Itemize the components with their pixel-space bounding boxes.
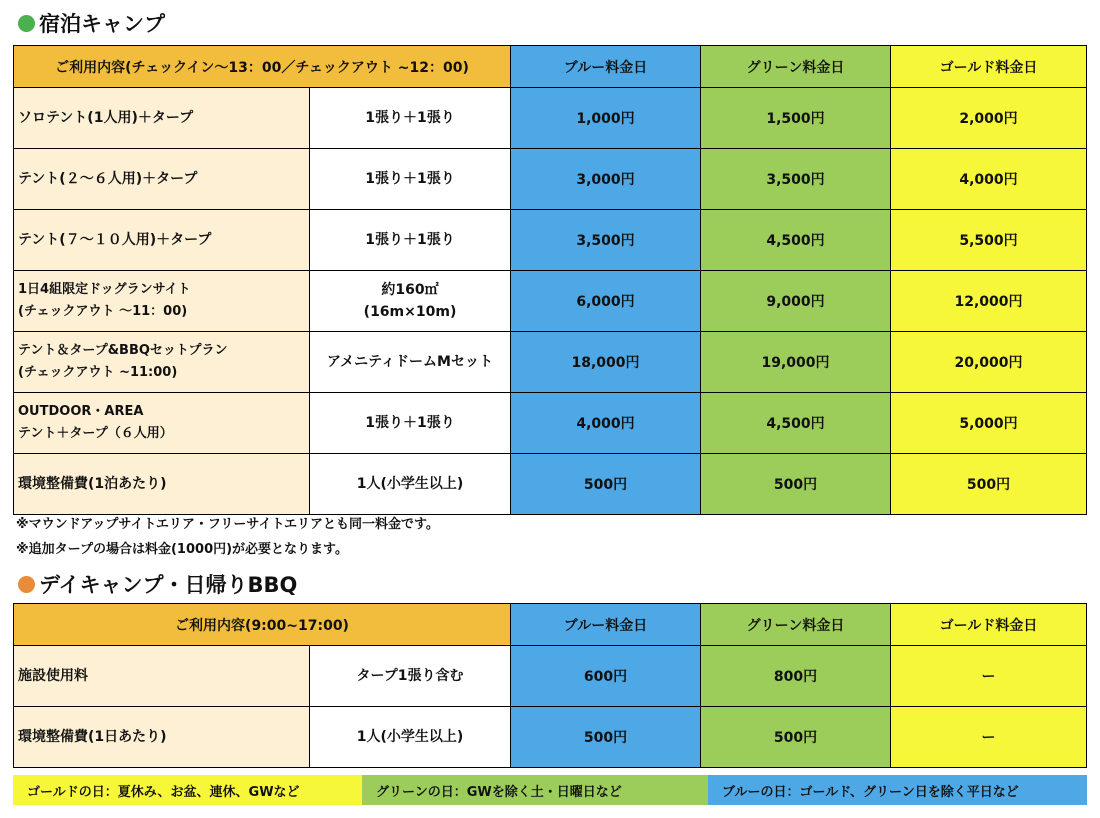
row-item-cell <box>14 149 310 210</box>
row-item-cell <box>14 210 310 271</box>
row-price-gold: 5,000円 <box>891 393 1087 454</box>
overnight-header-gold: ゴールド料金日 <box>891 46 1087 88</box>
row-price-gold: 500円 <box>891 454 1087 515</box>
overnight-title-text: 宿泊キャンプ <box>39 12 165 36</box>
overnight-header-blue: ブルー料金日 <box>511 46 701 88</box>
day-header-green: グリーン料金日 <box>701 604 891 646</box>
legend-green: グリーンの日：GWを除く土・日曜日など <box>362 775 708 805</box>
row-price-blue: 500円 <box>511 707 701 768</box>
row-price-blue: 6,000円 <box>511 271 701 332</box>
row-detail-cell <box>310 88 511 149</box>
overnight-table-row <box>14 271 1087 332</box>
note-additional-tarp: ※追加タープの場合は料金(1000円)が必要となります。 <box>16 542 349 557</box>
row-price-green: 500円 <box>701 707 891 768</box>
row-item-cell <box>14 88 310 149</box>
item-line: OUTDOOR・AREA <box>18 404 144 419</box>
row-price-blue: 18,000円 <box>511 332 701 393</box>
detail-line: 約160㎡ <box>381 282 439 298</box>
day-header-label: ご利用内容(9:00~17:00) <box>14 604 511 646</box>
row-detail-cell <box>310 271 511 332</box>
detail-line: アメニティドームMセット <box>327 354 493 370</box>
row-price-blue: 1,000円 <box>511 88 701 149</box>
day-header-row <box>14 604 1087 646</box>
row-detail-cell <box>310 332 511 393</box>
row-item-cell <box>14 271 310 332</box>
row-detail-cell <box>310 210 511 271</box>
row-detail-cell <box>310 393 511 454</box>
day-price-table <box>13 603 1087 768</box>
item-line: 環境整備費(1泊あたり) <box>18 476 167 492</box>
row-price-green: 3,500円 <box>701 149 891 210</box>
item-line: テント＆タープ&BBQセットプラン <box>18 343 228 358</box>
row-price-green: 4,500円 <box>701 210 891 271</box>
row-price-blue: 500円 <box>511 454 701 515</box>
row-item-cell <box>14 646 310 707</box>
legend-gold: ゴールドの日：夏休み、お盆、連休、GWなど <box>13 775 362 805</box>
row-detail-cell <box>310 454 511 515</box>
row-price-green: 800円 <box>701 646 891 707</box>
detail-line: 1張り＋1張り <box>365 110 455 126</box>
overnight-table-row <box>14 393 1087 454</box>
row-price-green: 1,500円 <box>701 88 891 149</box>
row-price-gold: ー <box>891 707 1087 768</box>
row-item-cell <box>14 454 310 515</box>
overnight-price-table <box>13 45 1087 515</box>
orange-dot-icon <box>18 576 35 593</box>
row-price-gold: 12,000円 <box>891 271 1087 332</box>
day-section-title <box>18 569 297 599</box>
overnight-table-row <box>14 149 1087 210</box>
row-detail-cell <box>310 707 511 768</box>
green-dot-icon <box>18 15 35 32</box>
overnight-table-row <box>14 454 1087 515</box>
legend-blue: ブルーの日：ゴールド、グリーン日を除く平日など <box>708 775 1087 805</box>
item-line: テント(７〜１０人用)＋タープ <box>18 232 212 248</box>
row-price-gold: 2,000円 <box>891 88 1087 149</box>
overnight-header-green: グリーン料金日 <box>701 46 891 88</box>
overnight-table-row <box>14 210 1087 271</box>
day-table-row <box>14 646 1087 707</box>
item-line: テント＋タープ（６人用） <box>18 426 173 441</box>
row-detail-cell <box>310 646 511 707</box>
row-price-blue: 3,000円 <box>511 149 701 210</box>
item-line: (チェックアウト 〜11：00) <box>18 304 188 319</box>
row-price-green: 500円 <box>701 454 891 515</box>
row-item-cell <box>14 707 310 768</box>
detail-line: 1人(小学生以上) <box>356 729 464 745</box>
price-day-legend <box>13 775 1087 805</box>
detail-line: 1張り＋1張り <box>365 232 455 248</box>
overnight-header-row <box>14 46 1087 88</box>
item-line: テント(２〜６人用)＋タープ <box>18 171 198 187</box>
detail-line: 1張り＋1張り <box>365 415 455 431</box>
row-price-gold: 5,500円 <box>891 210 1087 271</box>
item-line: (チェックアウト ~11:00) <box>18 365 178 380</box>
detail-line: 1張り＋1張り <box>365 171 455 187</box>
row-price-green: 4,500円 <box>701 393 891 454</box>
detail-line: (16m×10m) <box>363 304 457 320</box>
row-price-gold: 4,000円 <box>891 149 1087 210</box>
day-title-text: デイキャンプ・日帰りBBQ <box>39 573 298 597</box>
row-price-gold: 20,000円 <box>891 332 1087 393</box>
overnight-table-row <box>14 88 1087 149</box>
overnight-header-label: ご利用内容(チェックイン〜13：00／チェックアウト ~12：00) <box>14 46 511 88</box>
row-item-cell <box>14 332 310 393</box>
item-line: 1日4組限定ドッグランサイト <box>18 282 191 297</box>
row-price-green: 19,000円 <box>701 332 891 393</box>
note-same-price: ※マウンドアップサイトエリア・フリーサイトエリアとも同一料金です。 <box>16 517 439 532</box>
day-table-row <box>14 707 1087 768</box>
row-price-blue: 600円 <box>511 646 701 707</box>
row-price-blue: 4,000円 <box>511 393 701 454</box>
row-price-green: 9,000円 <box>701 271 891 332</box>
item-line: ソロテント(1人用)＋タープ <box>18 110 194 126</box>
row-detail-cell <box>310 149 511 210</box>
detail-line: タープ1張り含む <box>356 668 464 684</box>
day-header-blue: ブルー料金日 <box>511 604 701 646</box>
item-line: 環境整備費(1日あたり) <box>18 729 167 745</box>
item-line: 施設使用料 <box>18 668 88 684</box>
overnight-table-row <box>14 332 1087 393</box>
detail-line: 1人(小学生以上) <box>356 476 464 492</box>
overnight-section-title <box>18 8 165 38</box>
row-price-gold: ー <box>891 646 1087 707</box>
day-header-gold: ゴールド料金日 <box>891 604 1087 646</box>
row-item-cell <box>14 393 310 454</box>
row-price-blue: 3,500円 <box>511 210 701 271</box>
